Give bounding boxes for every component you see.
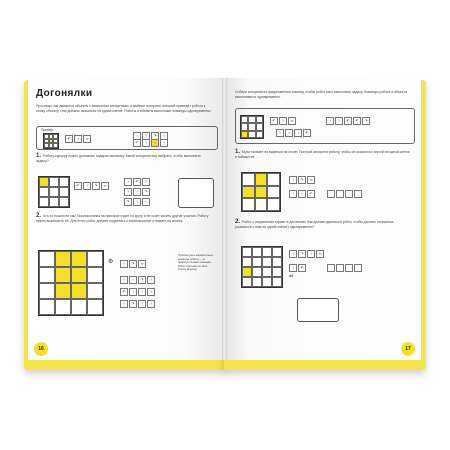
task2-grid (38, 250, 104, 316)
page-number-left: 16 (34, 342, 48, 356)
mower-icon: ⚙ (108, 259, 114, 265)
frog-illustration (297, 298, 339, 322)
task1-grid (38, 176, 70, 208)
gift-boy-illustration (178, 178, 214, 208)
right-task1-grid (241, 172, 281, 212)
right-example-commands: ↶ ↑ ∞ (270, 117, 296, 125)
right-task1-text: 1. Муха ползает по варенью на столе. Построй алгоритм роботу, чтобы он оказался с мухой на одной клетке и поймал её. (235, 149, 410, 159)
fly-commands: ↑ ↷ ∞ (289, 176, 315, 184)
open-workbook (24, 78, 426, 370)
task1-option-a: ↑ ↶ ↑ (124, 178, 150, 186)
task1-option-c: ↷ ↑ ↑ (124, 198, 150, 206)
right-example-box (235, 108, 415, 144)
task1-object-commands: ↶ ↑ ↷ ∞ (74, 182, 109, 190)
right-task1-answer-slots[interactable] (327, 190, 362, 198)
right-example-arrows: ↑ ↑ ↶ ↶ ↷ (326, 117, 370, 125)
task2-text: 2. Что-то пошло не так! Газонокосилка на пригорке ездит по кругу и не хочет косить другие участки. Роботу нужно выключить её. Для этого робот должен подъехать к газонокосилке и нажать на кнопку. (36, 213, 209, 223)
left-page (28, 78, 222, 360)
frog-commands: ↑ ↷ ↑ ∞ (289, 250, 324, 258)
task1-option-b: ↑ ↑ ↷ (124, 188, 150, 196)
example-robot-commands-2: ↶ ↑ ↑ ↑ (133, 139, 168, 147)
page-title: Догонялки (36, 88, 93, 99)
hint-note: Присмотрись внимательно: команда робота — в прямоугольнике команды. Робот пригнав на свое клетку вперёд. (178, 253, 214, 272)
task2-object-commands: ↑ ↷ ∞ (120, 260, 146, 268)
example-robot-commands-1: ↑ ↑ ↷ ↑ (133, 132, 168, 140)
repeat-label: x2 (289, 273, 294, 278)
right-task2-answer-slots[interactable] (327, 264, 362, 272)
right-task2-grid (241, 246, 283, 288)
right-page (227, 78, 421, 360)
task2-option-b: ↶ ↑ ↑ ↑ (120, 288, 155, 296)
example-commands: ↶ ↑ ∞ (65, 135, 91, 143)
task2-option-c: ↑ ↷ ↑ ↑ (120, 300, 155, 308)
right-task1-available: ↑ ↑ ↶ (289, 190, 315, 198)
task1-text: 1. Роботу-курьеру нужно доставить подарок мальчику. Какой алгоритм ему выбрать, чтобы выполнить задачу? (36, 153, 201, 163)
right-example-grid (240, 115, 264, 139)
right-example-answer: ↑ ↑ ↑ ↶ (276, 129, 311, 137)
intro-text: Проследи, как движутся объекты с известным алгоритмом, и выбери алгоритм, который приведёт робота к этому объекту. Они должны оказаться на одной клетке. Роботы и объекты выполняют команды одновременно. (36, 104, 212, 113)
right-intro-text: Собери алгоритм из предложенных команд, чтобы робот смог выполнить задачу. Команды робота и объекта выполняются одновременно. (235, 90, 407, 99)
right-task2-available: ↑ ↶ (289, 264, 306, 272)
example-box (36, 126, 218, 150)
example-label: Пример (41, 128, 54, 132)
example-grid (43, 133, 59, 149)
page-number-right: 17 (401, 342, 415, 356)
task2-option-a: ↑ ↑ ↷ ↑ (120, 276, 155, 284)
right-task2-text: 2. Робот с лягушонком играют в догонялки. Как должен двигаться робот, чтобы догнать лягушонка (оказаться с ним на одной клетке) одновременно? (235, 219, 394, 229)
